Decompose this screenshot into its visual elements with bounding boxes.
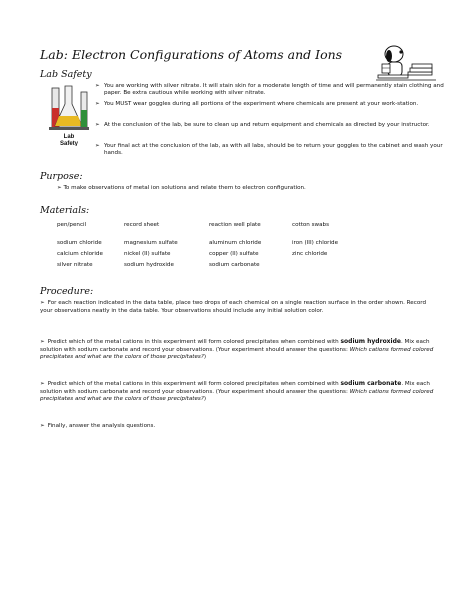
procedure-step-text: Finally, answer the analysis questions. [47, 423, 156, 429]
procedure-step [40, 423, 439, 431]
material-item: sodium hydroxide [124, 262, 174, 268]
procedure-heading: Procedure: [40, 286, 94, 297]
procedure-step-text: ) [203, 354, 206, 361]
procedure-step-text: . Mix each solution with sodium carbonate and record your observations. (Your experiment should answer the questions: [40, 381, 430, 395]
material-item: sodium carbonate [209, 262, 260, 268]
arrow-bullet-icon: ➢ [95, 122, 100, 128]
lab-safety-heading: Lab Safety [40, 69, 92, 80]
lab-safety-icon-label-lab: Lab [63, 134, 75, 140]
procedure-step-text: ) [203, 396, 206, 403]
material-item: cotton swabs [292, 222, 330, 228]
purpose-line [57, 185, 306, 191]
material-item: aluminum chloride [209, 240, 262, 246]
arrow-bullet-icon: ➢ [95, 101, 100, 107]
procedure-step [40, 380, 439, 404]
guiding-question: Which cations formed colored precipitates and what are the colors of those precipitates? [40, 388, 434, 403]
arrow-bullet-icon: ➢ [57, 185, 62, 191]
purpose-heading: Purpose: [40, 171, 83, 182]
procedure-step-text: Predict which of the metal cations in this experiment will form colored precipitates when combined with [47, 339, 339, 345]
safety-item-text: Your final act at the conclusion of the lab, as with all labs, should be to return your goggles to the cabinet and wash your hands. [104, 143, 443, 157]
material-item: calcium chloride [57, 251, 103, 257]
material-item: zinc chloride [292, 251, 328, 257]
purpose-text: To make observations of metal ion solutions and relate them to electron configuration. [63, 185, 306, 191]
material-item: record sheet [124, 222, 160, 228]
safety-item-text: You MUST wear goggles during all portions of the experiment where chemicals are present at your work-station. [104, 101, 419, 107]
procedure-step-text: Predict which of the metal cations in this experiment will form colored precipitates when combined with [47, 381, 339, 387]
material-item: iron (III) chloride [292, 240, 339, 246]
snoopy-reading-illustration [372, 40, 440, 84]
arrow-bullet-icon: ➢ [95, 83, 100, 89]
material-item: copper (II) sulfate [209, 251, 259, 257]
lab-safety-icon-label-safety: Safety [59, 141, 79, 146]
material-item: pen/pencil [57, 222, 87, 228]
procedure-step [40, 300, 439, 315]
arrow-bullet-icon: ➢ [40, 339, 45, 345]
procedure-step [40, 338, 439, 362]
materials-heading: Materials: [40, 205, 90, 216]
material-item: silver nitrate [57, 262, 93, 268]
safety-item [95, 143, 444, 157]
arrow-bullet-icon: ➢ [40, 300, 45, 306]
safety-item-text: At the conclusion of the lab, be sure to clean up and return equipment and chemicals as directed by your instructor. [104, 122, 430, 128]
arrow-bullet-icon: ➢ [40, 381, 45, 387]
reagent-name: sodium carbonate [340, 380, 402, 387]
safety-item-text: You are working with silver nitrate. It will stain skin for a moderate length of time and will permanently stain clothing and paper. Be extra cautious while working with silver nitrate. [104, 83, 444, 97]
arrow-bullet-icon: ➢ [40, 423, 45, 429]
safety-item [95, 122, 444, 129]
guiding-question: Which cations formed colored precipitates and what are the colors of those precipitates? [40, 346, 434, 361]
safety-item [95, 101, 444, 108]
procedure-step-text: . Mix each solution with sodium carbonate and record your observations. (Your experiment should answer the questions: [40, 339, 430, 353]
material-item: sodium chloride [57, 240, 102, 246]
material-item: nickel (II) sulfate [124, 251, 171, 257]
material-item: reaction well plate [209, 222, 261, 228]
arrow-bullet-icon: ➢ [95, 143, 100, 149]
page-title: Lab: Electron Configurations of Atoms and Ions [40, 47, 343, 62]
reagent-name: sodium hydroxide [340, 338, 401, 345]
safety-item [95, 83, 444, 97]
lab-safety-flasks-icon [43, 80, 95, 146]
material-item: magnesium sulfate [124, 240, 178, 246]
procedure-step-text: For each reaction indicated in the data table, place two drops of each chemical on a single reaction surface in the order shown. Record your observations neatly in the data table. Your observations should include any initial solution color. [40, 300, 426, 314]
